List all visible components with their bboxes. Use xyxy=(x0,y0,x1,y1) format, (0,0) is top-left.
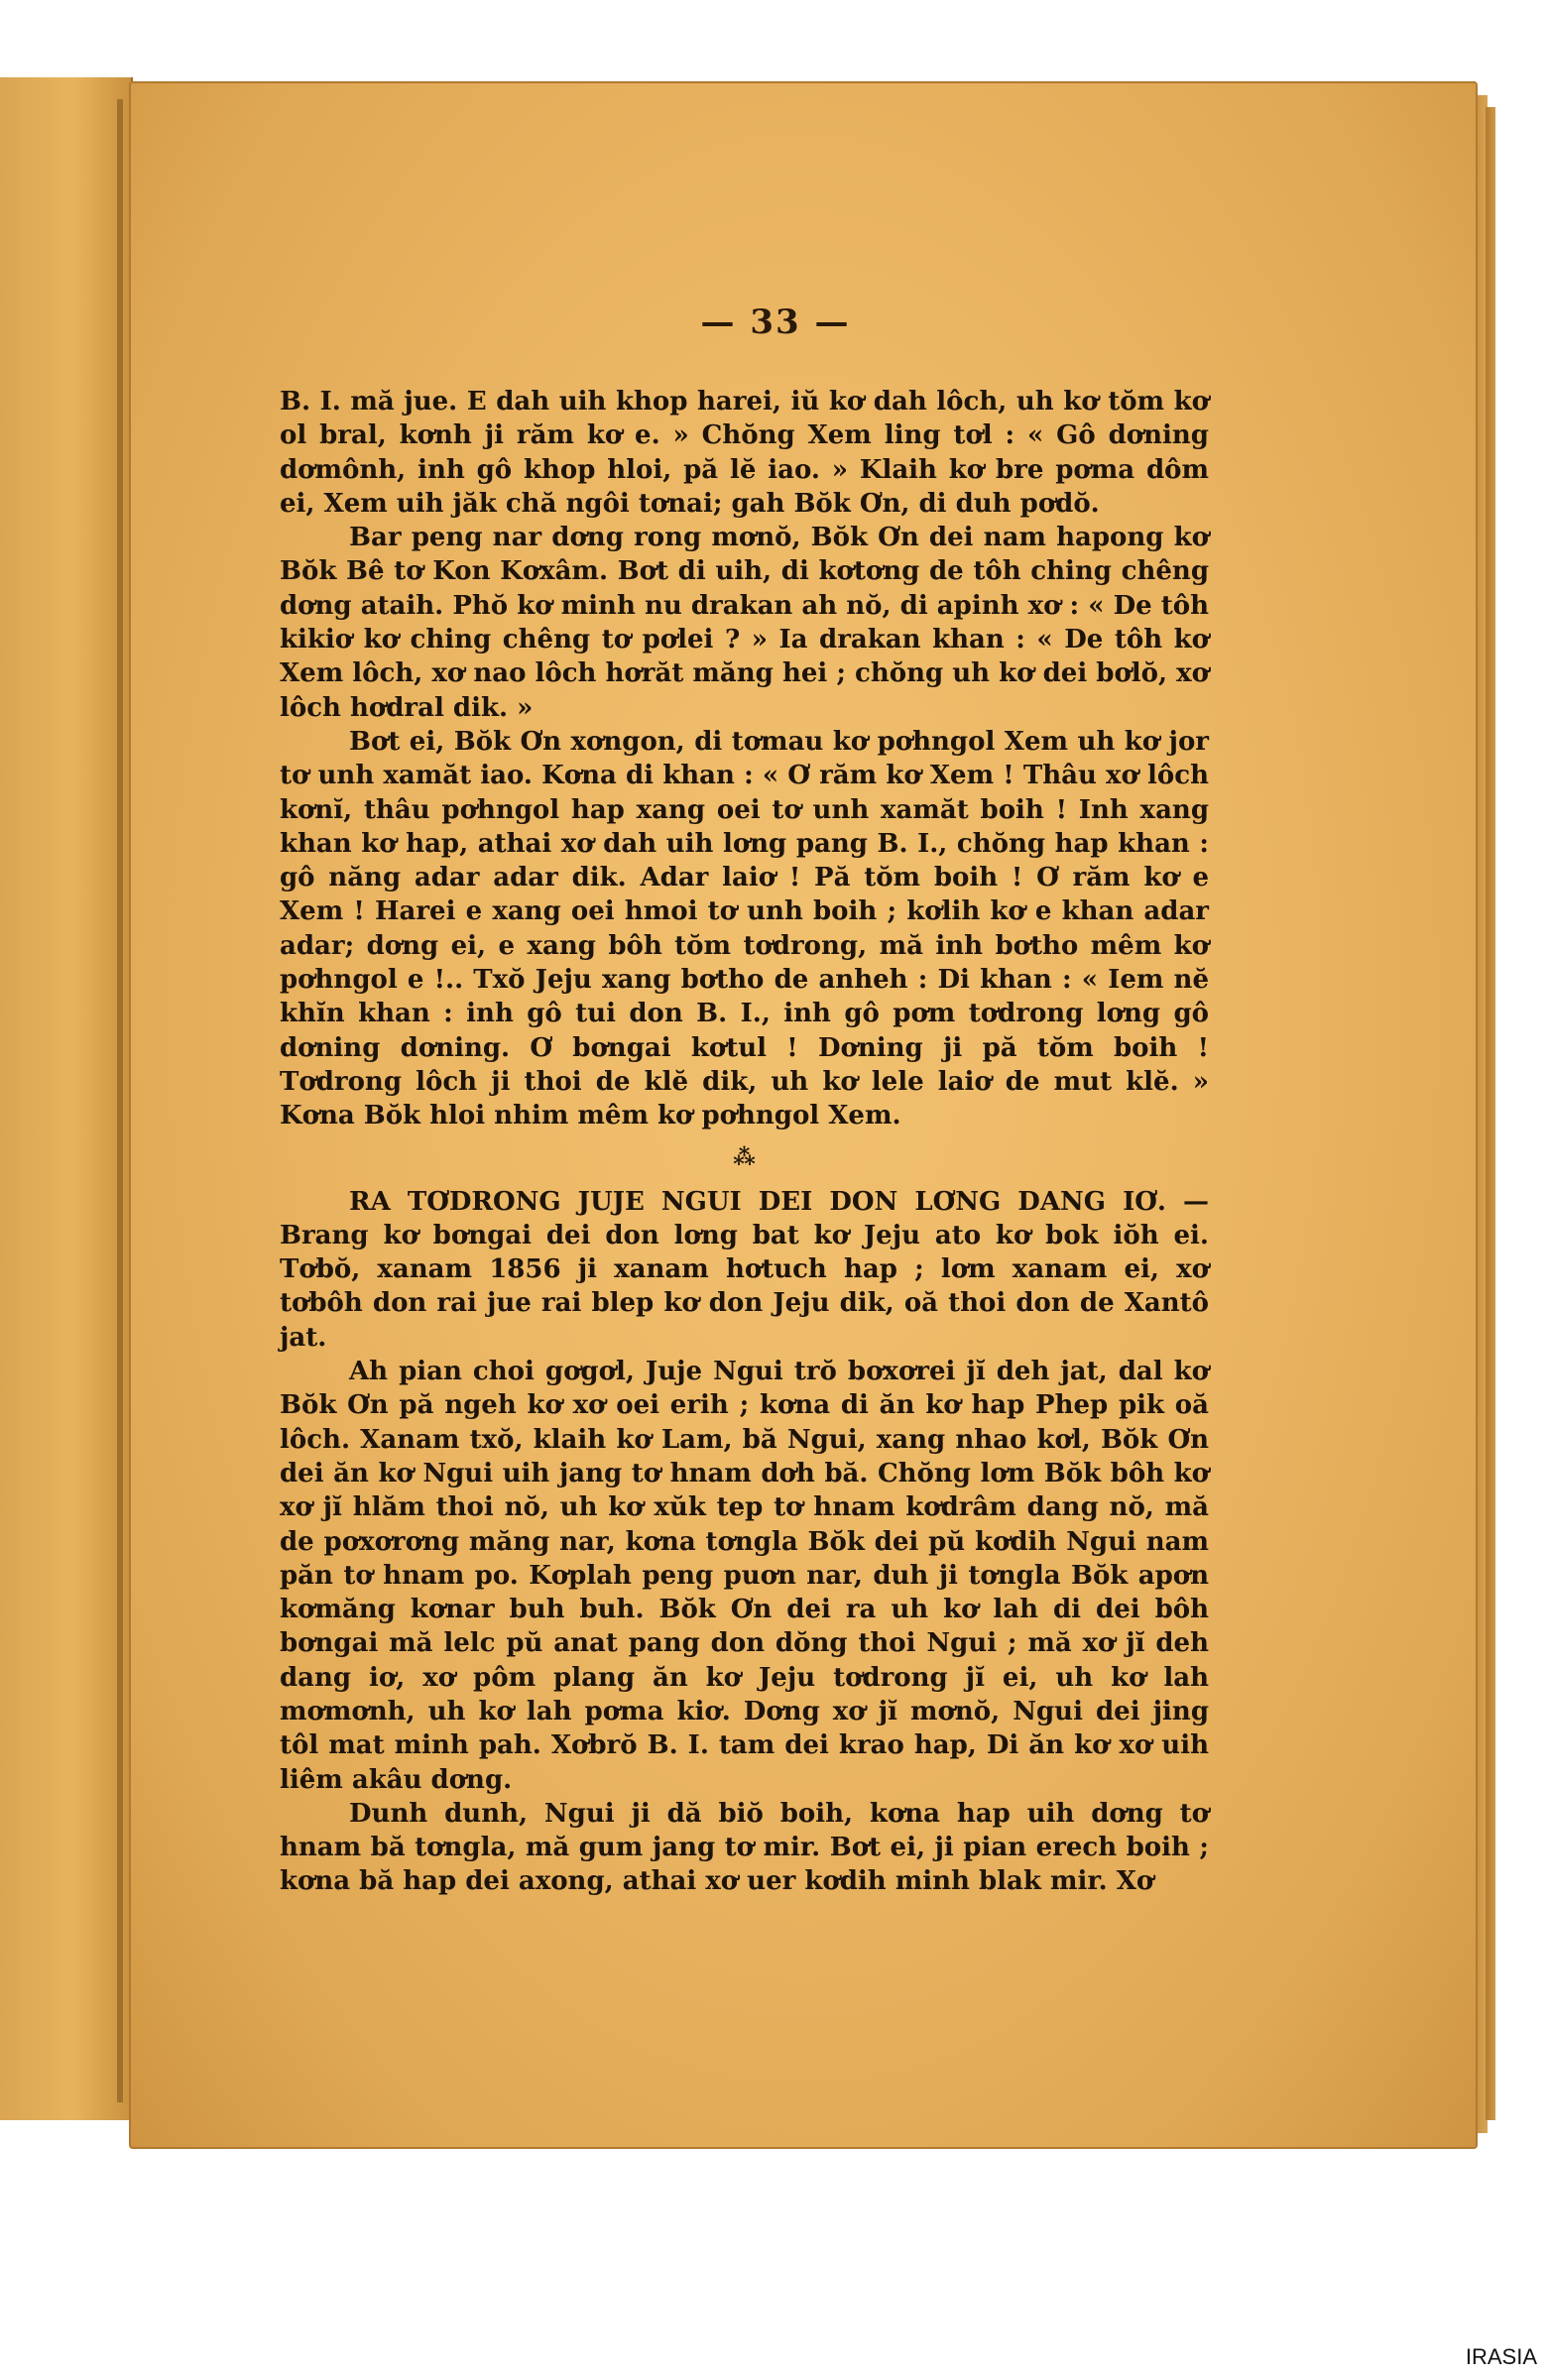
section-paragraph-3: Dunh dunh, Ngui ji dă biŏ boih, kơna hap uih dơng tơ hnam bă tơngla, mă gum jang tơ mir. Bơt ei, ji pian erech boih ; kơna bă hap dei axong, athai xơ uer kơdih minh blak mir. Xơ xyxy=(280,1798,1209,1897)
left-page-fold xyxy=(117,99,123,2102)
watermark-label: IRASIA xyxy=(1465,2344,1537,2369)
paragraph-2: Bar peng nar dơng rong mơnŏ, Bŏk Ơn dei nam hapong kơ Bŏk Bê tơ Kon Kơxâm. Bơt di uih, di kơtơng de tôh ching chêng dơng ataih. Phŏ kơ minh nu drakan ah nŏ, di apinh xơ : « De tôh kikiơ kơ ching chêng tơ pơlei ? » Ia drakan khan : « De tôh kơ Xem lôch, xơ nao lôch hơrăt măng hei ; chŏng uh kơ dei bơlŏ, xơ lôch hơdral dik. » xyxy=(280,523,1209,723)
section-heading: RA TƠDRONG JUJE NGUI DEI DON LƠNG DANG IƠ. — xyxy=(349,1186,1209,1217)
page-text xyxy=(280,385,1209,1899)
section-paragraph-2: Ah pian choi gơgơl, Juje Ngui trŏ bơxơrei jĭ deh jat, dal kơ Bŏk Ơn pă ngeh kơ xơ oei erih ; kơna di ăn kơ hap Phep pik oă lôch. Xanam txŏ, klaih kơ Lam, bă Ngui, xang nhao kơl, Bŏk Ơn dei ăn kơ Ngui uih jang tơ hnam dơh bă. Chŏng lơm Bŏk bôh kơ xơ jĭ hlăm thoi nŏ, uh kơ xŭk tep tơ hnam kơdrâm dang nŏ, mă de pơxơrơng măng nar, kơna tơngla Bŏk dei pŭ kơdih Ngui nam păn tơ hnam po. Kơplah peng puơn nar, duh ji tơngla Bŏk apơn kơmăng kơnar buh buh. Bŏk Ơn dei ra uh kơ lah di dei bôh bơngai mă lelc pŭ anat pang don dŏng thoi Ngui ; mă xơ jĭ deh dang iơ, xơ pôm plang ăn kơ Jeju tơdrong jĭ ei, uh kơ lah mơmơnh, uh kơ lah pơma kiơ. Dơng xơ jĭ mơnŏ, Ngui dei jing tôl mat minh pah. Xơbrŏ B. I. tam dei krao hap, Di ăn kơ xơ uih liêm akâu dơng. xyxy=(280,1357,1209,1795)
section-paragraph-1-text: Brang kơ bơngai dei don lơng bat kơ Jeju ato kơ bok iŏh ei. Tơbŏ, xanam 1856 ji xanam hơtuch hap ; lơm xanam ei, xơ tơbôh don rai jue rai blep kơ don Jeju dik, oă thoi don de Xantô jat. xyxy=(280,1220,1209,1353)
paragraph-1: B. I. mă jue. E dah uih khop harei, iŭ kơ dah lôch, uh kơ tŏm kơ ol bral, kơnh ji răm kơ e. » Chŏng Xem ling tơl : « Gô dơning dơmônh, inh gô khop hloi, pă lĕ iao. » Klaih kơ bre pơma dôm ei, Xem uih jăk chă ngôi tơnai; gah Bŏk Ơn, di duh pơdŏ. xyxy=(280,387,1209,519)
section-paragraph-1 xyxy=(280,1185,1209,1355)
paragraph-3: Bơt ei, Bŏk Ơn xơngon, di tơmau kơ pơhngol Xem uh kơ jor tơ unh xamăt iao. Kơna di khan : « Ơ răm kơ Xem ! Thâu xơ lôch kơnĭ, thâu pơhngol hap xang oei tơ unh xamăt boih ! Inh xang khan kơ hap, athai xơ dah uih lơng pang B. I., chŏng hap khan : gô năng adar adar dik. Adar laiơ ! Pă tŏm boih ! Ơ răm kơ e Xem ! Harei e xang oei hmoi tơ unh boih ; kơlih kơ e khan adar adar; dơng ei, e xang bôh tŏm tơdrong, mă inh bơtho mêm kơ pơhngol e !.. Txŏ Jeju xang bơtho de anheh : Di khan : « Iem nĕ khĭn khan : inh gô tui don B. I., inh gô pơm tơdrong lơng gô dơning dơning. Ơ bơngai kơtul ! Dơning ji pă tŏm boih ! Tơdrong lôch ji thoi de klĕ dik, uh kơ lele laiơ de mut klĕ. » Kơna Bŏk hloi nhim mêm kơ pơhngol Xem. xyxy=(280,726,1209,1131)
section-separator: ⁂ xyxy=(733,1143,756,1170)
right-page-edge-inner xyxy=(1486,107,1495,2120)
left-page-edge xyxy=(0,77,133,2120)
page-number: — 33 — xyxy=(700,302,851,342)
